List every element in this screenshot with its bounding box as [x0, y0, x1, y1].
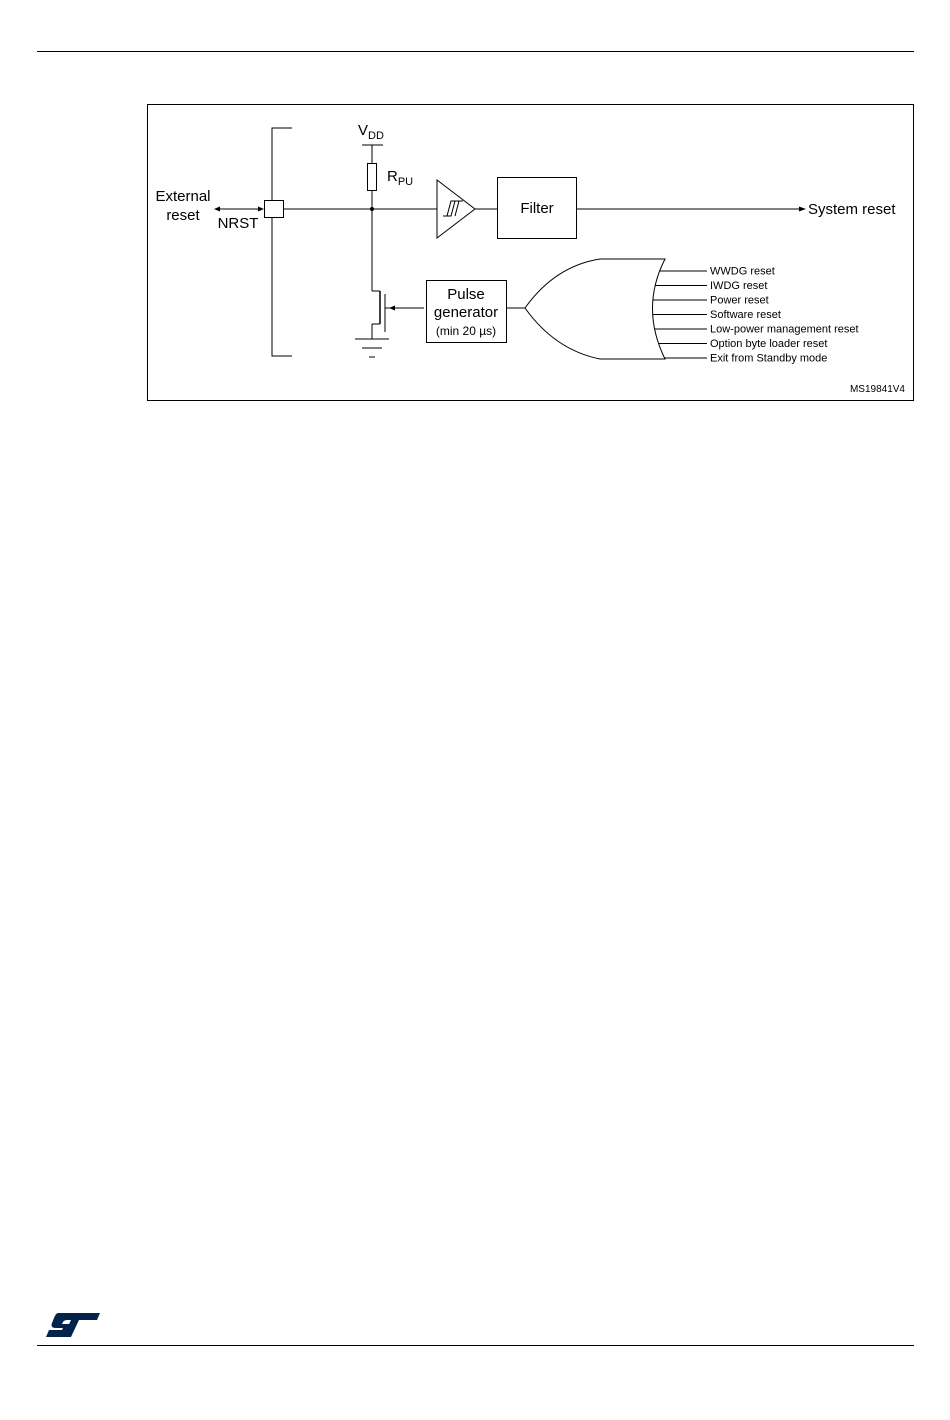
system-reset-label: System reset — [808, 201, 896, 218]
nrst-pad — [265, 201, 284, 218]
reset-source-label: WWDG reset — [710, 265, 775, 278]
ground-symbol — [355, 339, 389, 357]
pulse-generator-label-line3: (min 20 µs) — [435, 324, 497, 338]
external-reset-label-line1: External — [155, 188, 211, 205]
reset-source-label: Power reset — [710, 294, 769, 307]
reset-source-label: Low-power management reset — [710, 323, 859, 336]
filter-label: Filter — [520, 200, 554, 217]
or-gate — [525, 259, 665, 359]
nmos-transistor — [372, 291, 424, 339]
chip-boundary — [272, 128, 292, 356]
footer-rule — [37, 1345, 914, 1346]
schmitt-trigger — [437, 180, 475, 238]
external-reset-label-line2: reset — [166, 207, 200, 224]
reset-source-label: Exit from Standby mode — [710, 352, 828, 365]
reset-source-inputs — [653, 266, 859, 365]
reset-source-label: Option byte loader reset — [710, 338, 828, 350]
reset-circuit-diagram — [0, 0, 950, 420]
reset-source-label: IWDG reset — [710, 280, 768, 292]
vdd-label: $V_{DD}$ — [358, 122, 384, 142]
pulse-generator-label-line2: generator — [433, 304, 499, 321]
rpu-label: $R_{PU}$ — [387, 168, 414, 188]
pulse-generator-label-line1: Pulse — [447, 286, 485, 303]
reset-source-label: Software reset — [710, 309, 781, 321]
st-logo-icon — [44, 1310, 104, 1340]
nrst-label: NRST — [217, 215, 259, 232]
external-reset-arrow — [214, 207, 264, 212]
system-reset-arrowhead — [799, 207, 806, 212]
figure-code: MS19841V4 — [849, 384, 905, 395]
pull-up-resistor — [368, 164, 377, 191]
